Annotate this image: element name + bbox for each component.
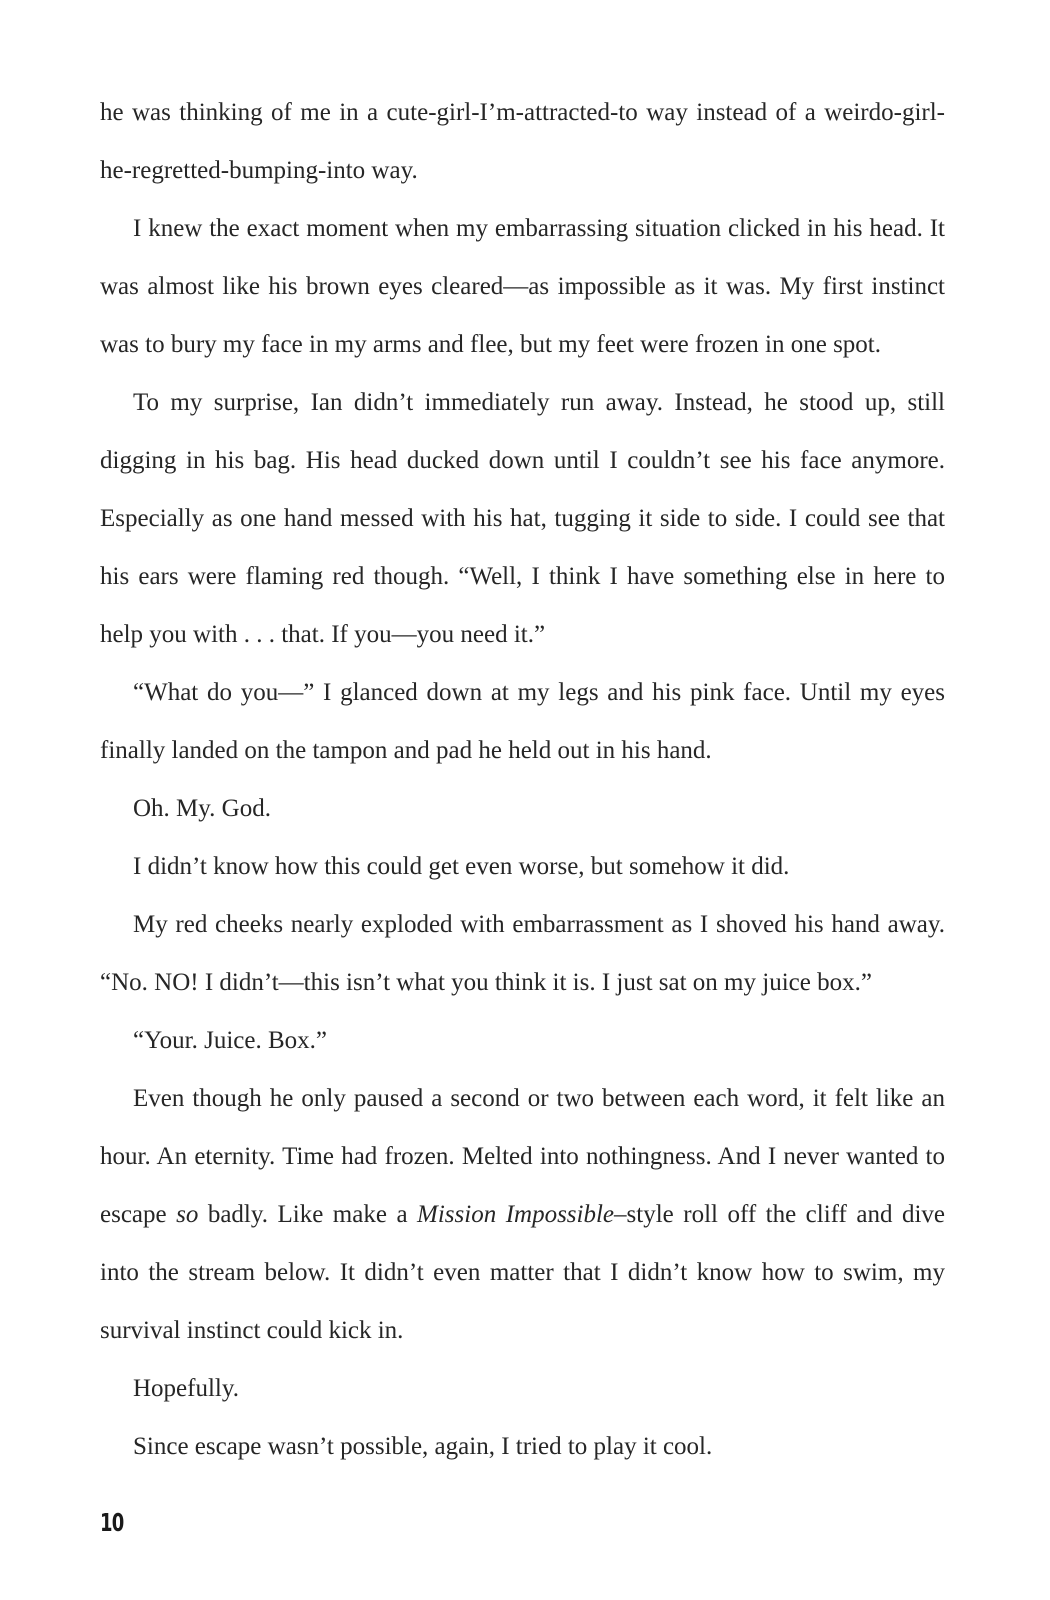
body-text xyxy=(100,84,945,1476)
paragraph-7: My red cheeks nearly exploded with embarrassment as I shoved his hand away. “No. NO! I didn’t—this isn’t what you think it is. I just sat on my juice box.” xyxy=(100,911,945,996)
paragraph-4: “What do you—” I glanced down at my legs and his pink face. Until my eyes finally landed on the tampon and pad he held out in his hand. xyxy=(100,679,945,764)
paragraph-3: To my surprise, Ian didn’t immediately run away. Instead, he stood up, still digging in his bag. His head ducked down until I couldn’t see his face anymore. Especially as one hand messed with his hat, tugging it side to side. I could see that his ears were flaming red though. “Well, I think I have something else in here to help you with . . . that. If you—you need it.” xyxy=(100,389,945,648)
paragraph-9 xyxy=(100,1070,945,1360)
paragraph-1: he was thinking of me in a cute-girl-I’m-attracted-to way instead of a weirdo-girl-he-regretted-bumping-into way. xyxy=(100,99,945,184)
paragraph-9-part-2: badly. Like make a xyxy=(198,1201,418,1228)
film-title: Mission Impossible xyxy=(417,1201,615,1228)
page-number: 10 xyxy=(100,1508,124,1537)
paragraph-2: I knew the exact moment when my embarrassing situation clicked in his head. It was almost like his brown eyes cleared—as impossible as it was. My first instinct was to bury my face in my arms and flee, but my feet were frozen in one spot. xyxy=(100,215,945,358)
emphasis-so: so xyxy=(176,1201,199,1228)
paragraph-8: “Your. Juice. Box.” xyxy=(133,1027,327,1054)
paragraph-5: Oh. My. God. xyxy=(133,795,271,822)
paragraph-6: I didn’t know how this could get even worse, but somehow it did. xyxy=(133,853,790,880)
paragraph-10: Hopefully. xyxy=(133,1375,239,1402)
paragraph-11: Since escape wasn’t possible, again, I tried to play it cool. xyxy=(133,1433,713,1460)
paragraph-9-part-1: Even though he only paused a second or two between each word, it felt like an hour. An eternity. Time had frozen. Melted into nothingness. And I never wanted to escape xyxy=(100,1085,945,1228)
paragraph-9-part-3: –style roll off the cliff and dive into the stream below. It didn’t even matter that I didn’t know how to swim, my survival instinct could kick in. xyxy=(100,1201,945,1344)
